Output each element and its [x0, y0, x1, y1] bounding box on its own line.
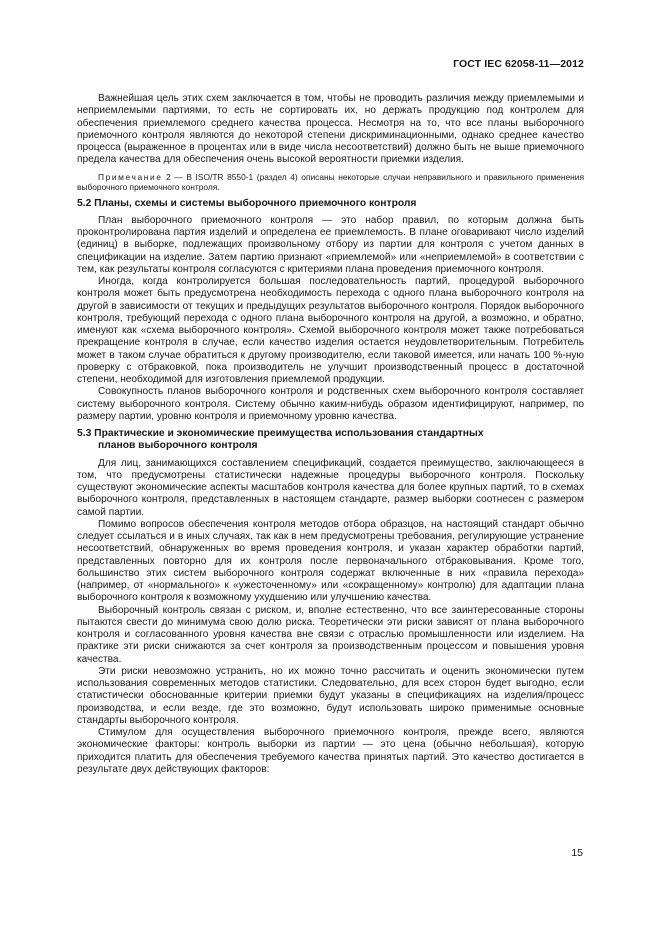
document-header: ГОСТ IEC 62058-11—2012 — [453, 58, 584, 70]
intro-paragraph: Важнейшая цель этих схем заключается в том, чтобы не проводить различия между приемлемыми и неприемлемыми партиями, то есть не сортировать их, но держать продукцию под контролем для обеспечения приемлемого среднего качества процесса. Несмотря на то, что все планы выборочного приемочного контроля являются до некоторой степени дискриминационными, однако среднее качество процесса (выраженное в процентах или в виде числа несоответствий) должно быть не выше приемочного предела качества для обеспечения очень высокой вероятности приемки изделия. — [77, 93, 584, 166]
note — [77, 172, 584, 193]
note-text: 2 — В ISO/TR 8550-1 (раздел 4) описаны некоторые случаи неправильного и правильного применения выборочного приемочного контроля. — [77, 171, 584, 192]
section-5-2-paragraph: План выборочного приемочного контроля — это набор правил, по которым должна быть проконтролирована партия изделий и определена ее приемлемость. В плане оговаривают число изделий (единиц) в выборке, подлежащих произвольному отбору из партии для контроля с учетом данных в спецификации на изделие. Затем партию признают «приемлемой» или «неприемлемой» в соответствии с тем, как результаты контроля согласуются с критериями плана проведения приемочного контроля. — [77, 214, 584, 275]
section-5-2-paragraph: Иногда, когда контролируется большая последовательность партий, процедурой выборочного контроля может быть предусмотрена необходимость перехода с одного плана выборочного контроля на другой в зависимости от текущих и предыдущих результатов выборочного контроля. Порядок выборочного контроля, требующий перехода с одного плана выборочного контроля на другой, а возможно, и обратно, именуют как «схема выборочного контроля». Схемой выборочного контроля может также потребоваться прекращение контроля в случае, если качество изделия остается неудовлетворительным. Потребитель может в таком случае обратиться к другому производителю, если таковой имеется, или начать 100 %-ную проверку с отбраковкой, пока производитель не улучшит производственный процесс в достаточной степени, необходимой для изготовления приемлемой продукции. — [77, 276, 584, 385]
section-5-3-paragraph: Выборочный контроль связан с риском, и, вполне естественно, что все заинтересованные стороны пытаются свести до минимума свою долю риска. Теоретически эти риски зависят от плана выборочного контроля и согласованного уровня качества вне связи с отраслью промышленности или изделием. На практике эти риски снижаются за счет контроля за производственным процессом и повышения уровня качества. — [77, 604, 584, 665]
section-5-2-heading: 5.2 Планы, схемы и системы выборочного приемочного контроля — [77, 197, 417, 209]
section-5-3-paragraph: Помимо вопросов обеспечения контроля методов отбора образцов, на настоящий стандарт обычно следует ссылаться и в иных случаях, так как в нем предусмотрены требования, регулирующие устранение несоответствий, обнаруженных во время проведения контроля, и указан характер обработки партий, представленных повторно для их контроля после первоначального отбраковывания. Кроме того, большинство этих систем выборочного контроля содержат включенные в них «правила перехода» (например, от «нормального» к «ужесточенному» или «сокращенному» контролю) для адаптации плана выборочного контроля к возможному ухудшению или улучшению качества. — [77, 518, 584, 604]
section-5-3-paragraph: Эти риски невозможно устранить, но их можно точно рассчитать и оценить экономически путем использования современных методов статистики. Следовательно, для всех сторон будет выгодно, если статистически обоснованные критерии приемки будут указаны в спецификациях на изделия/процесс производства, и если везде, где это возможно, будут использовать широко применимые основные стандарты выборочного контроля. — [77, 665, 584, 726]
section-5-3-heading — [77, 428, 584, 453]
section-5-3-paragraph: Стимулом для осуществления выборочного приемочного контроля, прежде всего, являются экономические факторы: контроль выборки из партии — это цена (обычно небольшая), которую приходится платить для обеспечения требуемого качества принятых партий. Это качество достигается в результате двух действующих факторов: — [77, 727, 584, 775]
note-label: Примечание — [98, 171, 163, 182]
section-5-3-heading-line1: 5.3 Практические и экономические преимущества использования стандартных — [77, 428, 484, 439]
section-5-2-paragraph: Совокупность планов выборочного контроля и родственных схем выборочного контроля составляет систему выборочного контроля. Систему обычно каким-нибудь образом идентифицируют, например, по размеру партии, уровню контроля и приемочному уровню качества. — [77, 386, 584, 422]
section-5-3-heading-line2: планов выборочного контроля — [98, 440, 258, 452]
page-number: 15 — [571, 847, 583, 859]
section-5-3-paragraph: Для лиц, занимающихся составлением спецификаций, создается преимущество, заключающееся в том, что предусмотрены статистически надежные процедуры выборочного контроля. Поскольку существуют экономические аспекты масштабов контроля качества для более крупных партий, то в схемах выборочного контроля, представленных в настоящем стандарте, размер выборки соотнесен с размером самой партии. — [77, 457, 584, 518]
document-body — [77, 93, 584, 776]
